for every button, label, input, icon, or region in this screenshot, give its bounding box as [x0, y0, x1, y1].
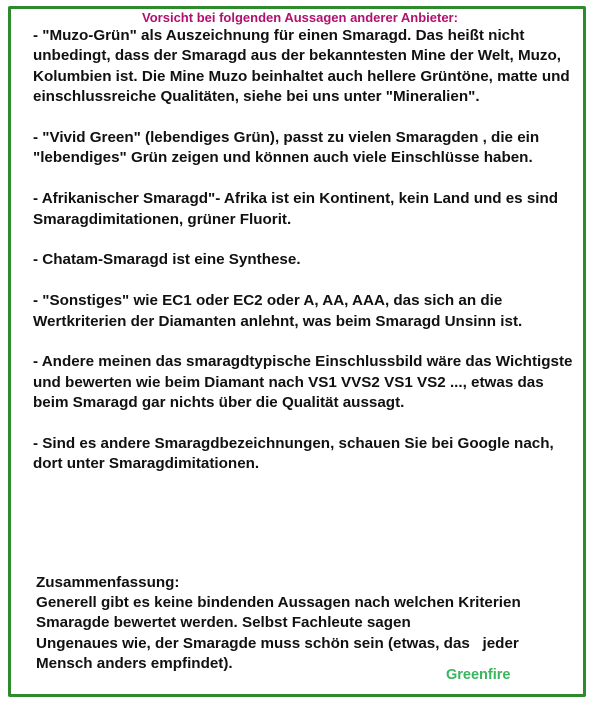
summary-line: Mensch anders empfindet).	[36, 654, 233, 672]
warning-other-names: - Sind es andere Smaragdbezeichnungen, schauen Sie bei Google nach, dort unter Smaragdimitationen.	[33, 435, 554, 473]
warnings-list	[33, 26, 573, 495]
summary-line: Ungenaues wie, der Smaragde muss schön sein (etwas, das jeder	[36, 634, 519, 652]
summary-line: Generell gibt es keine bindenden Aussagen nach welchen Kriterien	[36, 594, 521, 612]
summary-heading: Zusammenfassung:	[36, 574, 180, 591]
warning-african-emerald: - Afrikanischer Smaragd"- Afrika ist ein Kontinent, kein Land und es sind Smaragdimitationen, grüner Fluorit.	[33, 190, 559, 228]
warning-other-grades: - "Sonstiges" wie EC1 oder EC2 oder A, AA, AAA, das sich an die Wertkriterien der Diamanten anlehnt, was beim Smaragd Unsinn ist.	[33, 292, 523, 330]
warning-muzo-green: - "Muzo-Grün" als Auszeichnung für einen Smaragd. Das heißt nicht unbedingt, dass der Smaragd aus der bekanntesten Mine der Welt, Muzo, Kolumbien ist. Die Mine Muzo beinhaltet auch hellere Grüntöne, matte und einschlussreiche Qualitäten, siehe bei uns unter "Mineralien".	[33, 27, 570, 106]
brand-signature: Greenfire	[446, 667, 511, 683]
warning-chatham: - Chatam-Smaragd ist eine Synthese.	[33, 251, 301, 269]
warning-inclusions: - Andere meinen das smaragdtypische Einschlussbild wäre das Wichtigste und bewerten wie beim Diamant nach VS1 VVS2 VS1 VS2 ..., etwas das beim Smaragd gar nichts über die Qualität aussagt.	[33, 353, 573, 412]
warning-title: Vorsicht bei folgenden Aussagen anderer Anbieter:	[142, 10, 458, 25]
summary-block	[36, 573, 586, 674]
summary-line: Smaragde bewertet werden. Selbst Fachleute sagen	[36, 614, 411, 632]
warning-vivid-green: - "Vivid Green" (lebendiges Grün), passt zu vielen Smaragden , die ein "lebendiges" Grün zeigen und können auch viele Einschlüsse haben.	[33, 129, 540, 167]
